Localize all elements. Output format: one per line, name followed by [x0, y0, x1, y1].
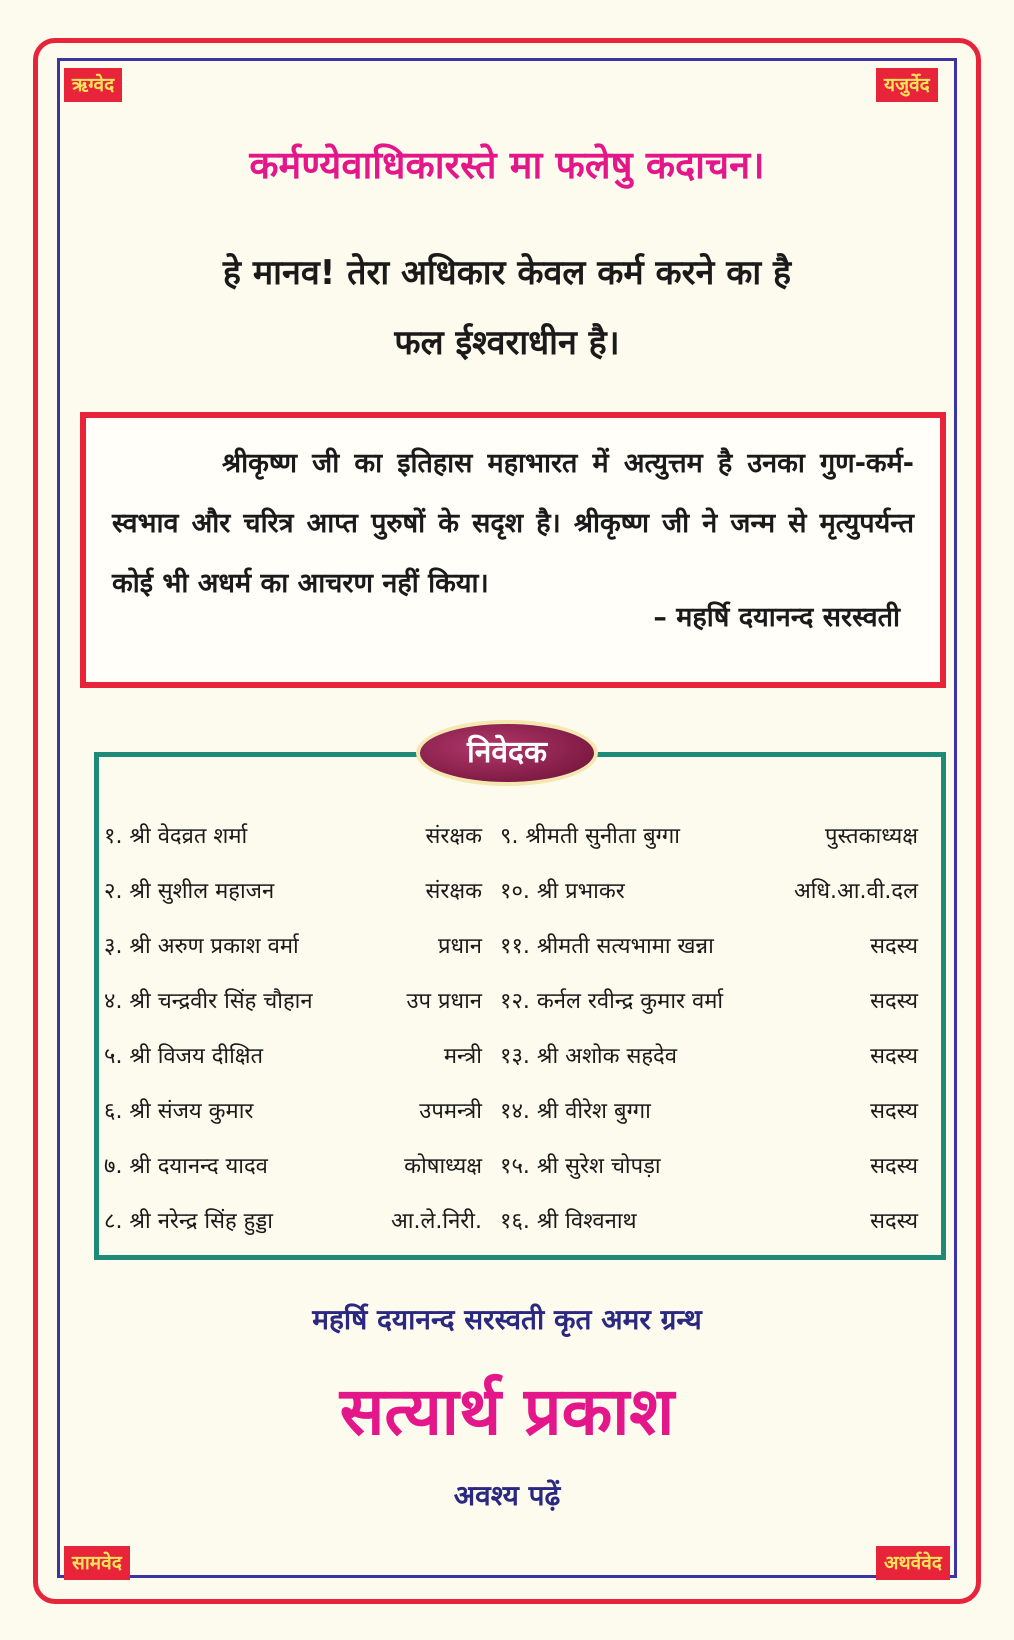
shloka-meaning [57, 238, 957, 378]
member-role: सदस्य [870, 934, 918, 959]
member-name: ५. श्री विजय दीक्षित [104, 1044, 264, 1069]
member-row [500, 875, 918, 930]
member-row [500, 820, 918, 875]
member-name: ७. श्री दयानन्द यादव [104, 1154, 268, 1179]
meaning-line-1: हे मानव! तेरा अधिकार केवल कर्म करने का है [222, 253, 792, 293]
corner-tag-top-right: यजुर्वेद [876, 68, 938, 102]
member-row [500, 1040, 918, 1095]
member-name: ८. श्री नरेन्द्र सिंह हुड्डा [104, 1209, 273, 1234]
read-note: अवश्य पढ़ें [453, 1479, 561, 1512]
member-row [104, 1205, 482, 1260]
member-row [104, 875, 482, 930]
members-right-column [500, 820, 918, 1260]
member-name: ९. श्रीमती सुनीता बुग्गा [500, 824, 680, 849]
member-role: उपमन्त्री [419, 1099, 482, 1124]
member-role: सदस्य [870, 989, 918, 1014]
book-title: सत्यार्थ प्रकाश [339, 1373, 675, 1450]
member-name: १५. श्री सुरेश चोपड़ा [500, 1154, 661, 1179]
member-role: सदस्य [870, 1044, 918, 1069]
member-row [500, 1095, 918, 1150]
quote-text: श्रीकृष्ण जी का इतिहास महाभारत में अत्युत्तम है उनका गुण-कर्म-स्वभाव और चरित्र आप्त पुरुषों के सदृश है। श्रीकृष्ण जी ने जन्म से मृत्युपर्यन्त कोई भी अधर्म का आचरण नहीं किया। [112, 448, 914, 599]
member-name: १३. श्री अशोक सहदेव [500, 1044, 677, 1069]
member-role: सदस्य [870, 1099, 918, 1124]
member-row [104, 985, 482, 1040]
member-name: १. श्री वेदव्रत शर्मा [104, 824, 248, 849]
quote-box [80, 412, 946, 688]
member-name: ११. श्रीमती सत्यभामा खन्ना [500, 934, 714, 959]
member-role: प्रधान [438, 934, 482, 959]
quote-author: – महर्षि दयानन्द सरस्वती [653, 602, 900, 633]
members-left-column [104, 820, 482, 1260]
member-row [104, 930, 482, 985]
member-name: ६. श्री संजय कुमार [104, 1099, 254, 1124]
member-role: आ.ले.निरी. [391, 1209, 482, 1234]
member-role: संरक्षक [425, 879, 482, 904]
member-role: अधि.आ.वी.दल [793, 879, 918, 904]
member-role: पुस्तकाध्यक्ष [825, 824, 918, 849]
book-attribution: महर्षि दयानन्द सरस्वती कृत अमर ग्रन्थ [312, 1303, 702, 1336]
member-row [104, 1095, 482, 1150]
member-role: उप प्रधान [406, 989, 482, 1014]
corner-tag-top-left: ऋग्वेद [64, 68, 122, 102]
member-row [104, 820, 482, 875]
member-name: ४. श्री चन्द्रवीर सिंह चौहान [104, 989, 313, 1014]
corner-tag-bottom-right: अथर्ववेद [876, 1546, 950, 1580]
member-role: कोषाध्यक्ष [404, 1154, 482, 1179]
member-name: १४. श्री वीरेश बुग्गा [500, 1099, 651, 1124]
member-role: सदस्य [870, 1154, 918, 1179]
member-row [500, 1150, 918, 1205]
member-row [500, 985, 918, 1040]
member-role: सदस्य [870, 1209, 918, 1234]
corner-tag-bottom-left: सामवेद [64, 1546, 130, 1580]
member-row [104, 1150, 482, 1205]
shloka-heading: कर्मण्येवाधिकारस्ते मा फलेषु कदाचन। [249, 143, 765, 187]
member-row [500, 1205, 918, 1260]
meaning-line-2: फल ईश्वराधीन है। [394, 323, 620, 363]
members-heading-badge: निवेदक [420, 724, 594, 782]
member-name: १०. श्री प्रभाकर [500, 879, 625, 904]
member-name: २. श्री सुशील महाजन [104, 879, 275, 904]
member-row [104, 1040, 482, 1095]
member-role: संरक्षक [425, 824, 482, 849]
member-name: १२. कर्नल रवीन्द्र कुमार वर्मा [500, 989, 724, 1014]
member-name: ३. श्री अरुण प्रकाश वर्मा [104, 934, 299, 959]
member-row [500, 930, 918, 985]
member-name: १६. श्री विश्वनाथ [500, 1209, 637, 1234]
member-role: मन्त्री [443, 1044, 482, 1069]
